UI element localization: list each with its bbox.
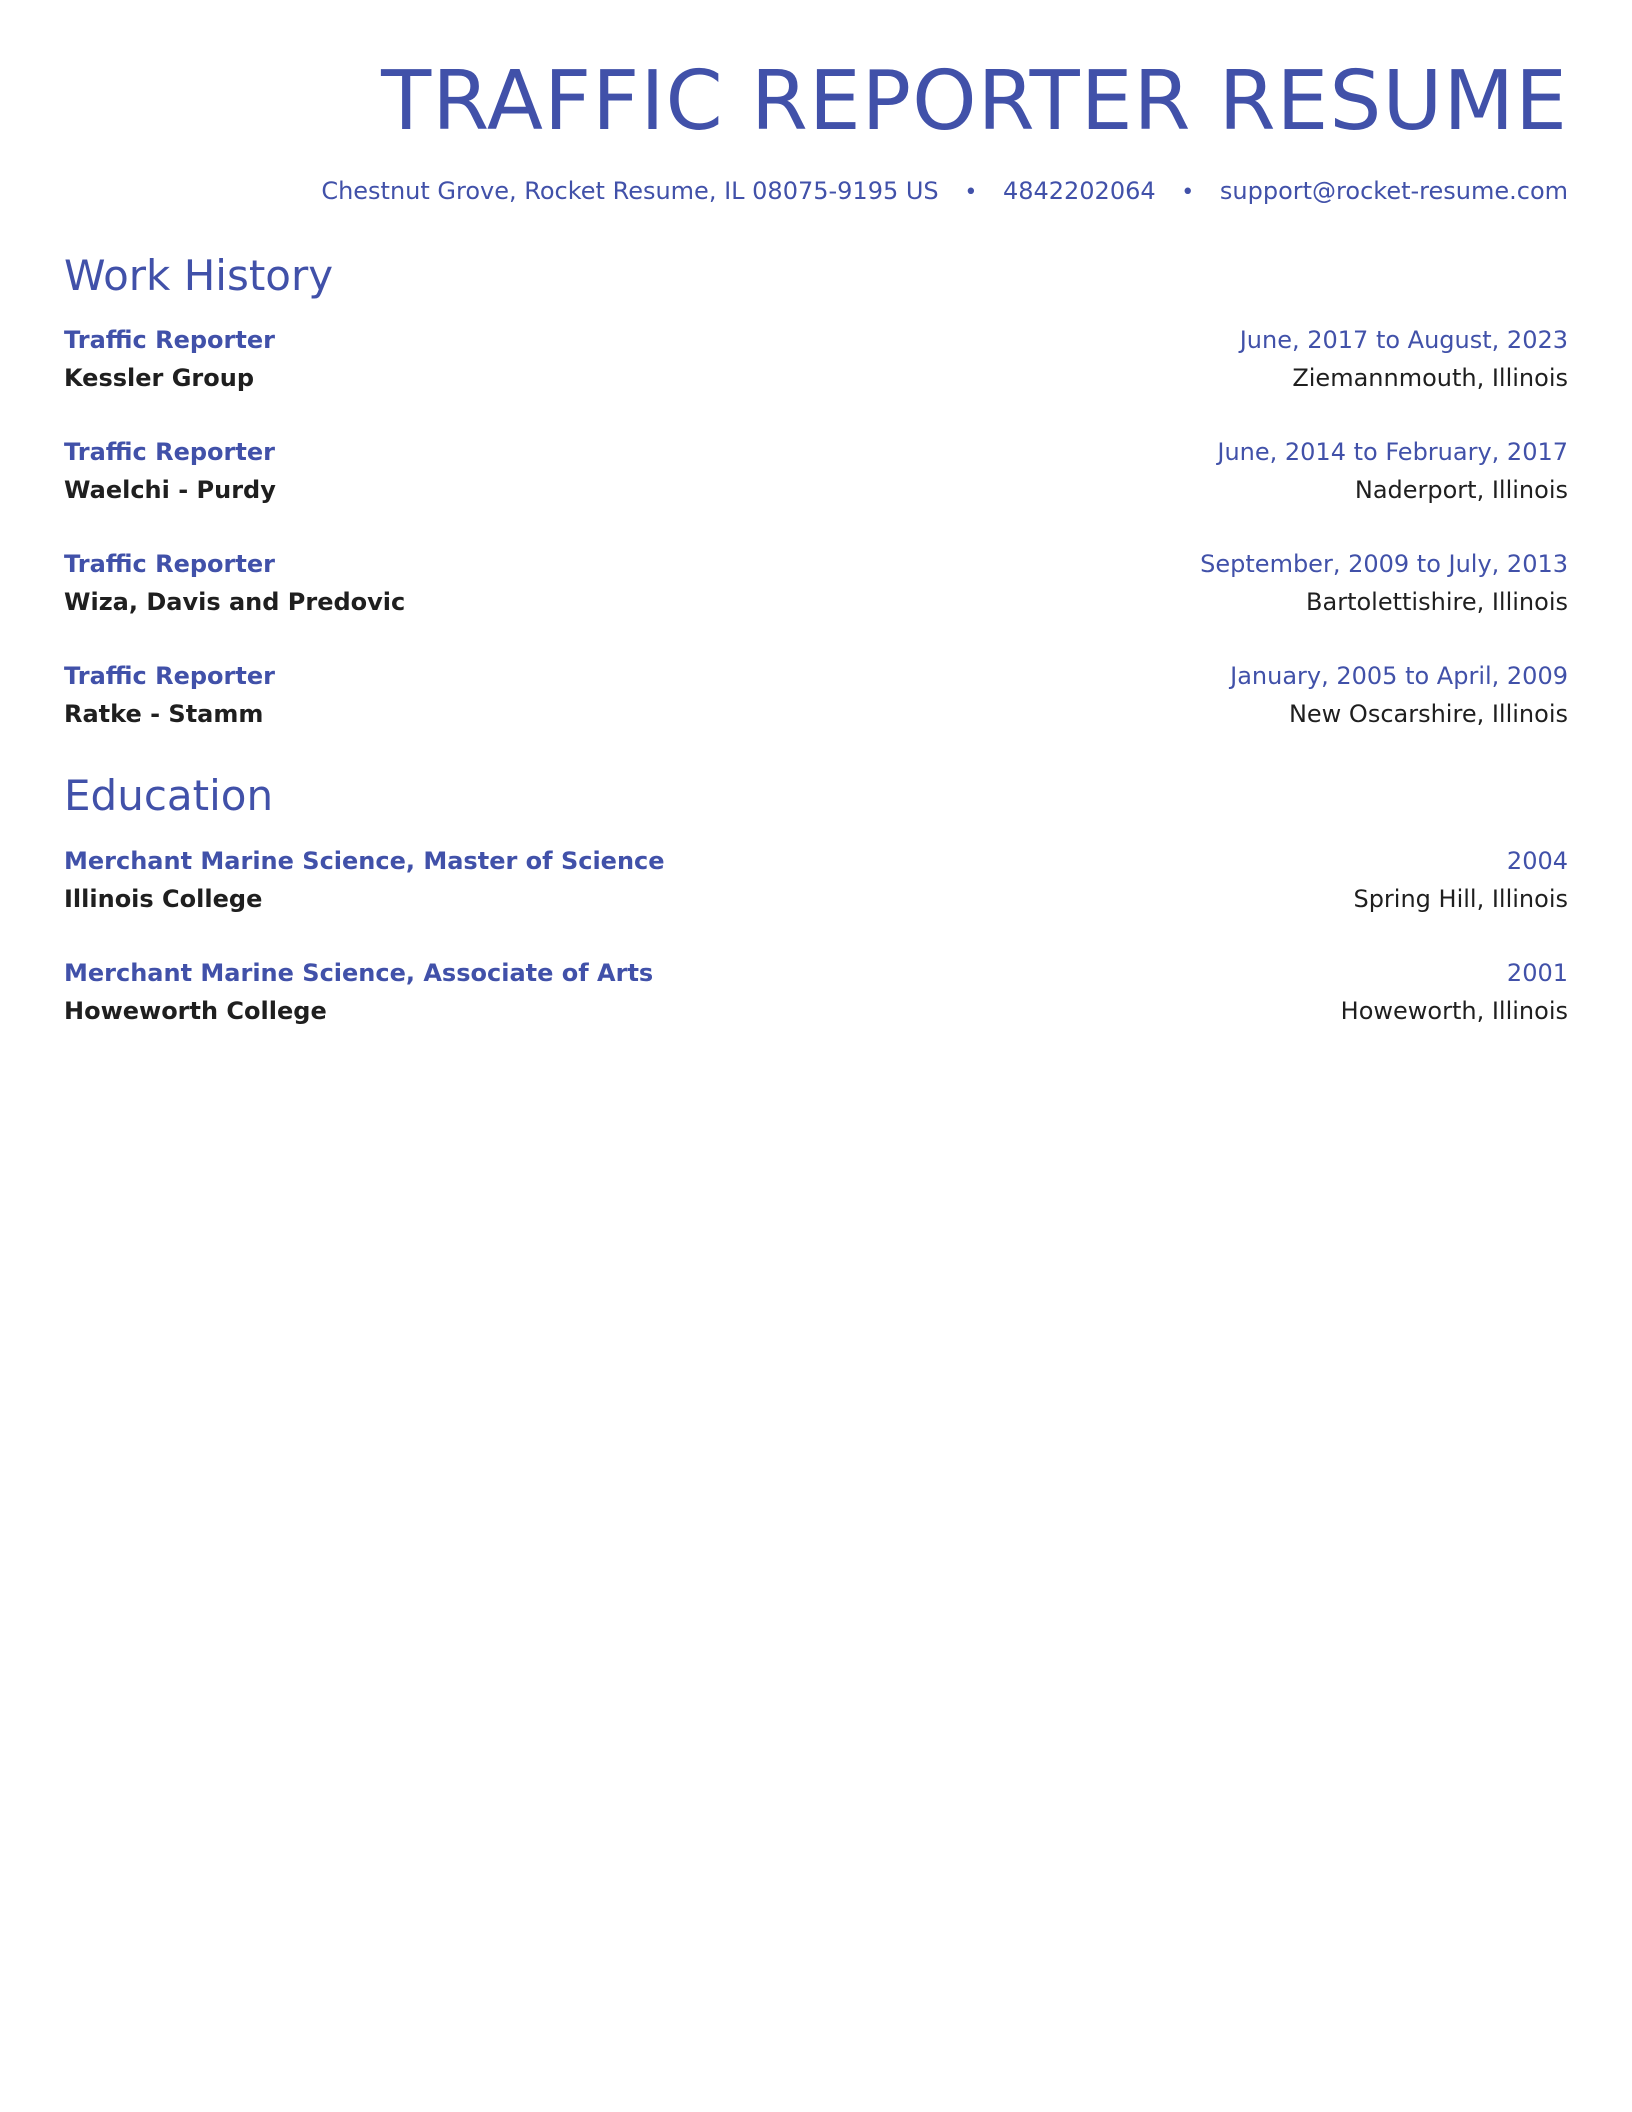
- page-title: TRAFFIC REPORTER RESUME: [381, 54, 1568, 149]
- school-name: Illinois College: [64, 884, 263, 913]
- work-entry: [64, 321, 1568, 397]
- work-entry: [64, 657, 1568, 733]
- job-title: Traffic Reporter: [64, 662, 275, 691]
- job-dates: September, 2009 to July, 2013: [1200, 550, 1568, 579]
- degree-title: Merchant Marine Science, Master of Science: [64, 846, 665, 875]
- school-name: Howeworth College: [64, 996, 327, 1025]
- employer-name: Waelchi - Purdy: [64, 476, 276, 505]
- job-title: Traffic Reporter: [64, 326, 275, 355]
- education-entry: [64, 842, 1568, 918]
- contact-phone: 4842202064: [1002, 177, 1156, 206]
- degree-title: Merchant Marine Science, Associate of Arts: [64, 958, 654, 987]
- contact-separator: •: [1181, 180, 1195, 206]
- employer-name: Ratke - Stamm: [64, 700, 264, 729]
- employer-name: Wiza, Davis and Predovic: [64, 588, 406, 617]
- work-entry: [64, 545, 1568, 621]
- contact-address: Chestnut Grove, Rocket Resume, IL 08075-9195 US: [321, 177, 939, 206]
- school-location: Howeworth, Illinois: [1340, 996, 1568, 1025]
- contact-email: support@rocket-resume.com: [1219, 177, 1568, 206]
- work-history-heading: Work History: [64, 251, 334, 301]
- job-location: New Oscarshire, Illinois: [1288, 700, 1568, 729]
- graduation-year: 2001: [1506, 958, 1568, 987]
- contact-line: [64, 177, 1568, 205]
- job-location: Naderport, Illinois: [1354, 476, 1568, 505]
- job-dates: June, 2017 to August, 2023: [1239, 326, 1568, 355]
- contact-separator: •: [964, 180, 978, 206]
- job-title: Traffic Reporter: [64, 550, 275, 579]
- employer-name: Kessler Group: [64, 364, 255, 393]
- work-entry: [64, 433, 1568, 509]
- graduation-year: 2004: [1506, 846, 1568, 875]
- job-location: Bartolettishire, Illinois: [1306, 588, 1568, 617]
- resume-header: [64, 55, 1568, 205]
- education-heading: Education: [64, 771, 274, 821]
- education-entry: [64, 954, 1568, 1030]
- job-dates: January, 2005 to April, 2009: [1230, 662, 1568, 691]
- school-location: Spring Hill, Illinois: [1353, 884, 1568, 913]
- job-title: Traffic Reporter: [64, 438, 275, 467]
- job-location: Ziemannmouth, Illinois: [1292, 364, 1568, 393]
- job-dates: June, 2014 to February, 2017: [1217, 438, 1568, 467]
